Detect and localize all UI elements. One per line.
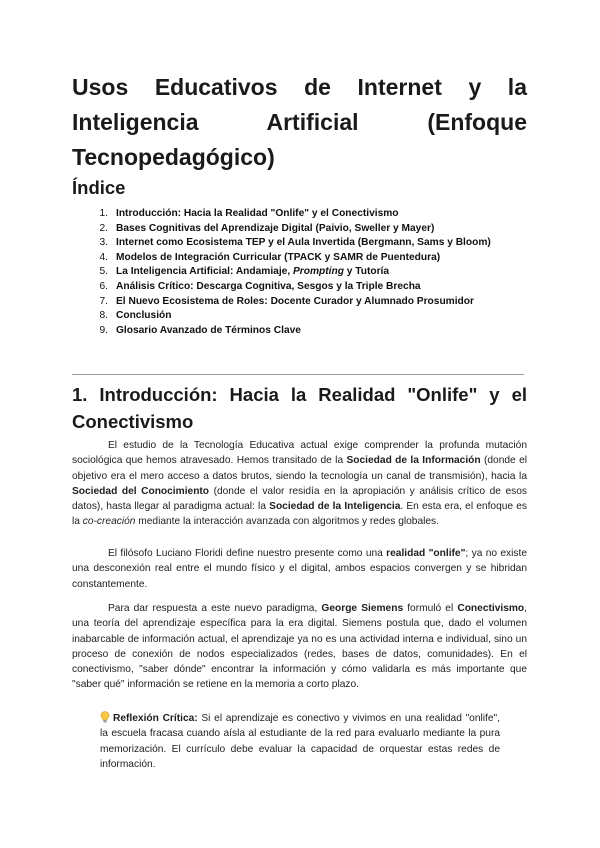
critical-reflection-callout: [100, 711, 500, 772]
toc-item[interactable]: [72, 280, 532, 295]
bold-term: Sociedad de la Información: [346, 455, 481, 467]
toc-item-label[interactable]: Introducción: Hacia la Realidad "Onlife" y el Conectivismo: [116, 208, 399, 219]
bold-term: George Siemens: [321, 603, 404, 614]
toc-item-number: 7.: [99, 295, 108, 307]
callout-label: Reflexión Crítica:: [113, 713, 198, 724]
toc-item[interactable]: [72, 309, 532, 324]
toc-item-label[interactable]: Internet como Ecosistema TEP y el Aula Invertida (Bergmann, Sams y Bloom): [116, 237, 491, 249]
toc-item-label[interactable]: El Nuevo Ecosistema de Roles: Docente Curador y Alumnado Prosumidor: [116, 295, 474, 307]
toc-item-number: 4.: [99, 251, 108, 263]
callout-text: Si el aprendizaje es conectivo y vivimos en una realidad "onlife", la escuela fracasa cuando aísla al estudiante de la red para evaluarlo mediante la pura memorización. El currículo debe evaluar la capacidad de orquestar estas redes de información.: [100, 713, 500, 770]
toc-item-label-emphasis: Prompting: [293, 266, 344, 278]
toc-item-number: 2.: [99, 222, 108, 234]
toc-item[interactable]: [72, 236, 532, 251]
document-title: Usos Educativos de Internet y la Inteligencia Artificial (Enfoque Tecnopedagógico): [72, 74, 527, 170]
toc-item[interactable]: [72, 251, 532, 266]
italic-term: co-creación: [82, 516, 136, 528]
toc-item-label[interactable]: Glosario Avanzado de Términos Clave: [116, 324, 301, 336]
paragraph-siemens: Para dar respuesta a este nuevo paradigma, George Siemens formuló el Conectivismo, una teoría del aprendizaje específica para la era digital. Siemens postula que, dado el volumen inabarcable de información actual, el aprendizaje ya no es una actividad interna e individual, sino un proceso de conexión de nodos especializados (redes, bases de datos, comunidades). En el conectivismo, "saber dónde" encontrar la información y cómo validarla es más importante que "saber qué" información se retiene en la memoria a corto plazo.: [72, 603, 527, 691]
toc-item[interactable]: [72, 324, 532, 339]
toc-item-number: 3.: [99, 237, 108, 249]
toc-item-number: 8.: [99, 310, 108, 322]
toc-item[interactable]: [72, 207, 532, 222]
index-heading: Índice: [72, 177, 126, 198]
bold-term: Conectivismo: [457, 603, 525, 614]
bold-term: realidad "onlife": [386, 548, 466, 559]
toc-item-number: 5.: [99, 266, 108, 278]
toc-item[interactable]: [72, 295, 532, 310]
paragraph-floridi: El filósofo Luciano Floridi define nuestro presente como una realidad "onlife"; ya no existe una desconexión real entre el mundo físico y el digital, ambos espacios convergen y se hibridan constantemente.: [72, 548, 527, 590]
toc-item-number: 1.: [99, 208, 108, 219]
table-of-contents: [72, 207, 532, 338]
toc-item-label[interactable]: Modelos de Integración Curricular (TPACK y SAMR de Puentedura): [116, 251, 441, 263]
toc-item-label[interactable]: [116, 265, 389, 280]
toc-item-number: 9.: [99, 324, 108, 336]
toc-item-label[interactable]: Bases Cognitivas del Aprendizaje Digital (Paivio, Sweller y Mayer): [116, 222, 435, 234]
bold-term: Sociedad del Conocimiento: [72, 485, 210, 497]
bold-term: Sociedad de la Inteligencia: [269, 501, 401, 513]
section-title: 1. Introducción: Hacia la Realidad "Onlife" y el Conectivismo: [72, 384, 527, 432]
toc-item[interactable]: [72, 222, 532, 237]
toc-item-number: 6.: [99, 280, 108, 292]
paragraph-sociedad: El estudio de la Tecnología Educativa actual exige comprender la profunda mutación sociológica que hemos atravesado. Hemos transitado de la Sociedad de la Información (donde el objetivo era el mero acceso a datos brutos, siendo la tecnología un canal de transmisión), hacia la Sociedad del Conocimiento (donde el valor residía en la apropiación y análisis crítico de esos datos), hasta llegar al paradigma actual: la Sociedad de la Inteligencia. En esta era, el enfoque es la co-creación mediante la interacción avanzada con algoritmos y redes globales.: [72, 440, 528, 528]
toc-item[interactable]: [72, 265, 532, 280]
toc-item-label-part: y Tutoría: [343, 266, 390, 278]
lightbulb-icon: [100, 711, 110, 723]
toc-item-label[interactable]: Análisis Crítico: Descarga Cognitiva, Sesgos y la Triple Brecha: [116, 280, 421, 292]
toc-item-label[interactable]: Conclusión: [116, 310, 172, 322]
toc-item-label-part: La Inteligencia Artificial: Andamiaje,: [116, 266, 294, 278]
horizontal-rule: [72, 374, 524, 375]
